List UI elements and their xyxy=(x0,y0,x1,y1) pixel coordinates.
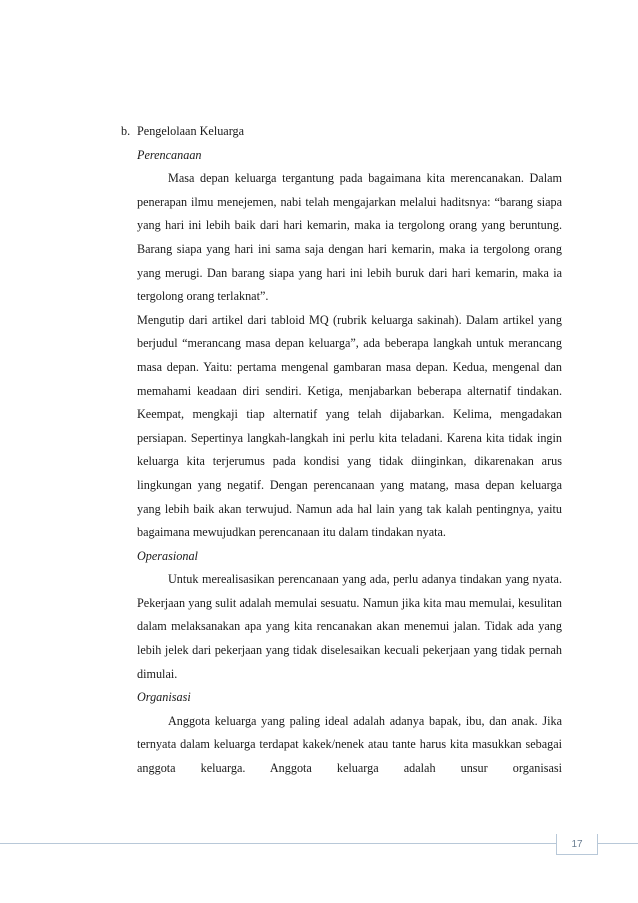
paragraph-perencanaan-2: Mengutip dari artikel dari tabloid MQ (rubrik keluarga sakinah). Dalam artikel yang berjudul “merancang masa depan keluarga”, ada beberapa langkah untuk merancang masa depan. Yaitu: pertama mengenal gambaran masa depan. Kedua, mengenal dan memahami keadaan diri sendiri. Ketiga, menjabarkan beberapa alternatif tindakan. Keempat, mengkaji tiap alternatif yang telah dijabarkan. Kelima, mengadakan persiapan. Sepertinya langkah-langkah ini perlu kita teladani. Karena kita tidak ingin keluarga kita terjerumus pada kondisi yang tidak diinginkan, dikarenakan arus lingkungan yang negatif. Dengan perencanaan yang matang, masa depan keluarga yang lebih baik akan terwujud. Namun ada hal lain yang tak kalah pentingnya, yaitu bagaimana mewujudkan perencanaan itu dalam tindakan nyata. xyxy=(137,312,562,540)
footer-rule xyxy=(0,843,638,844)
paragraph-operasional-1: Untuk merealisasikan perencanaan yang ada, perlu adanya tindakan yang nyata. Pekerjaan yang sulit adalah memulai sesuatu. Namun jika kita mau memulai, kesulitan dalam melaksanakan apa yang kita rencanakan akan menemui jalan. Tidak ada yang lebih jelek dari pekerjaan yang tidak diselesaikan kecuali pekerjaan yang tidak pernah dimulai. xyxy=(137,572,562,681)
page-number: 17 xyxy=(571,839,583,850)
page-body xyxy=(121,120,562,781)
section-title: Pengelolaan Keluarga xyxy=(137,124,245,138)
section-heading xyxy=(121,120,562,144)
subheading-perencanaan: Perencanaan xyxy=(137,147,202,162)
subheading-organisasi: Organisasi xyxy=(137,690,191,705)
page-number-box xyxy=(556,834,598,855)
subheading-operasional: Operasional xyxy=(137,548,198,563)
paragraph-perencanaan-1: Masa depan keluarga tergantung pada bagaimana kita merencanakan. Dalam penerapan ilmu menejemen, nabi telah mengajarkan melalui haditsnya: “barang siapa yang hari ini lebih baik dari hari kemarin, maka ia tergolong orang yang beruntung. Barang siapa yang hari ini sama saja dengan hari kemarin, maka ia tergolong orang yang merugi. Dan barang siapa yang hari ini lebih buruk dari hari kemarin, maka ia tergolong orang terlaknat”. xyxy=(137,171,562,304)
paragraph-organisasi-1: Anggota keluarga yang paling ideal adalah adanya bapak, ibu, dan anak. Jika ternyata dalam keluarga terdapat kakek/nenek atau tante harus kita masukkan sebagai anggota keluarga. Anggota keluarga adalah unsur organisasi xyxy=(137,713,562,776)
section-letter: b. xyxy=(121,124,131,138)
